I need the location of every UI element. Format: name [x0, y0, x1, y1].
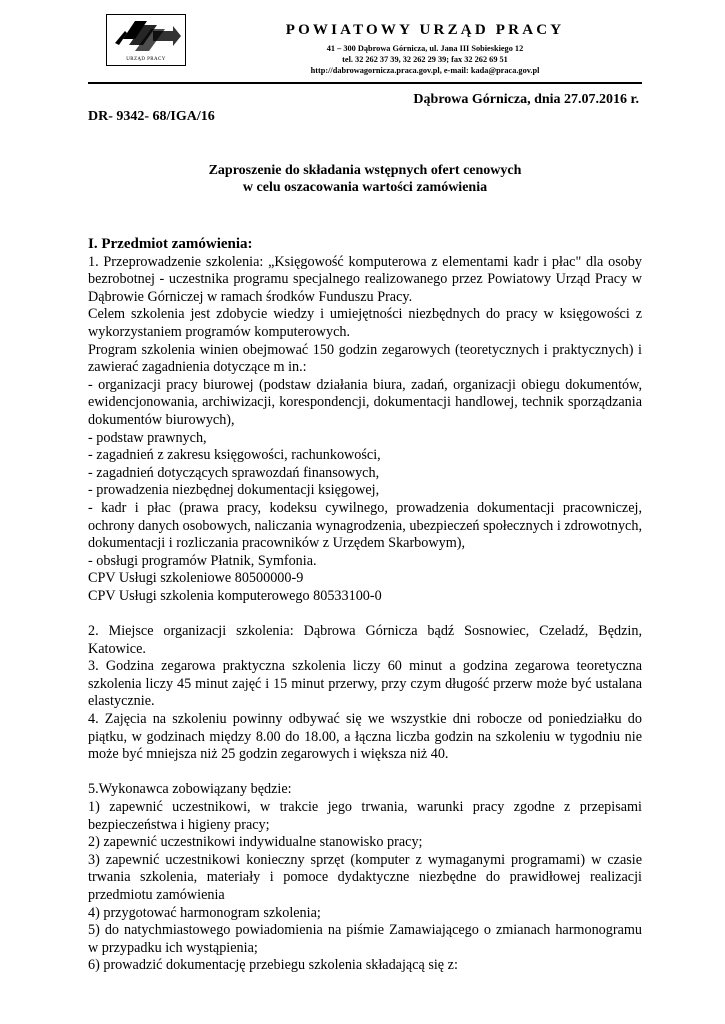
logo-text: URZĄD PRACY: [126, 57, 166, 62]
document-title-line-2: w celu oszacowania wartości zamówienia: [242, 180, 488, 195]
office-logo: [106, 14, 186, 66]
logo-graphic-icon: [113, 17, 181, 55]
header-divider: [88, 82, 642, 84]
list-item: 3) zapewnić uczestnikowi konieczny sprzęt (komputer z wymaganymi programami) w czasie trwania szkolenia, materiały i pomoce dydaktyczne niezbędne do prawidłowej realizacji przedmiotu zamówienia: [88, 851, 642, 903]
cpv-code: CPV Usługi szkolenia komputerowego 80533100-0: [88, 587, 382, 604]
reference-number: DR- 9342- 68/IGA/16: [88, 109, 215, 124]
paragraph-place: 2. Miejsce organizacji szkolenia: Dąbrowa Górnicza bądź Sosnowiec, Czeladź, Będzin, Katowice.: [88, 623, 642, 657]
list-item: 2) zapewnić uczestnikowi indywidualne stanowisko pracy;: [88, 834, 423, 851]
office-phone: tel. 32 262 37 39, 32 262 29 39; fax 32 262 69 51: [342, 55, 508, 64]
list-item: - zagadnień z zakresu księgowości, rachunkowości,: [88, 447, 381, 464]
list-item: - organizacji pracy biurowej (podstaw działania biura, zadań, organizacji obiegu dokumentów, ewidencjonowania, archiwizacji, korespondencji, dokumentacji handlowej, technik sporządzania dokumentów biurowych),: [88, 376, 642, 428]
office-address: 41 – 300 Dąbrowa Górnicza, ul. Jana III Sobieskiego 12: [326, 44, 524, 53]
list-item: 4) przygotować harmonogram szkolenia;: [88, 904, 321, 921]
paragraph-goal: Celem szkolenia jest zdobycie wiedzy i umiejętności niezbędnych do pracy w księgowości z wykorzystaniem programów komputerowych.: [88, 306, 642, 340]
list-item: - kadr i płac (prawa pracy, kodeksu cywilnego, prowadzenia dokumentacji pracowniczej, ochrony danych osobowych, naliczania wynagrodzenia, ubezpieczeń społecznych i zdrowotnych, dokumentacji i rozliczania pracowników z Urzędem Skarbowym),: [88, 499, 642, 552]
paragraph-hours: 3. Godzina zegarowa praktyczna szkolenia liczy 60 minut a godzina zegarowa teoretyczna szkolenia liczy 45 minut zajęć i 15 minut przerwy, przy czym długość przerw może być ustalana elastycznie.: [88, 658, 642, 710]
office-name: POWIATOWY URZĄD PRACY: [285, 22, 565, 38]
list-item: 6) prowadzić dokumentację przebiegu szkolenia składającą się z:: [88, 957, 458, 974]
place-date: Dąbrowa Górnicza, dnia 27.07.2016 r.: [413, 92, 639, 107]
paragraph-program: Program szkolenia winien obejmować 150 godzin zegarowych (teoretycznych i praktycznych) i zawierać zagadnienia dotyczące m in.:: [88, 341, 642, 376]
list-item: - podstaw prawnych,: [88, 429, 207, 446]
paragraph-days: 4. Zajęcia na szkoleniu powinny odbywać się we wszystkie dni robocze od poniedziałku do piątku, w godzinach między 8.00 do 18.00, a łączna liczba godzin na szkoleniu w tygodniu nie może być mniejsza niż 25 godzin zegarowych i większa niż 40.: [88, 711, 642, 763]
document-title-line-1: Zaproszenie do składania wstępnych ofert cenowych: [208, 163, 522, 178]
office-web-email: http://dabrowagornicza.praca.gov.pl, e-mail: kada@praca.gov.pl: [310, 66, 540, 75]
list-item: - zagadnień dotyczących sprawozdań finansowych,: [88, 464, 380, 481]
contractor-heading: 5.Wykonawca zobowiązany będzie:: [88, 781, 292, 798]
cpv-code: CPV Usługi szkoleniowe 80500000-9: [88, 570, 304, 587]
paragraph-training: 1. Przeprowadzenie szkolenia: „Księgowość komputerowa z elementami kadr i płac" dla osoby bezrobotnej - uczestnika programu specjalnego realizowanego przez Powiatowy Urząd Pracy w Dąbrowie Górniczej w ramach środków Funduszu Pracy.: [88, 253, 642, 305]
list-item: - prowadzenia niezbędnej dokumentacji księgowej,: [88, 482, 380, 499]
list-item: - obsługi programów Płatnik, Symfonia.: [88, 552, 317, 569]
document-body: [88, 236, 642, 975]
list-item: 1) zapewnić uczestnikowi, w trakcie jego trwania, warunki pracy zgodne z przepisami bezpieczeństwa i higieny pracy;: [88, 799, 642, 833]
list-item: 5) do natychmiastowego powiadomienia na piśmie Zamawiającego o zmianach harmonogramu w przypadku ich wystąpienia;: [88, 922, 642, 956]
section-heading: I. Przedmiot zamówienia:: [88, 236, 253, 252]
